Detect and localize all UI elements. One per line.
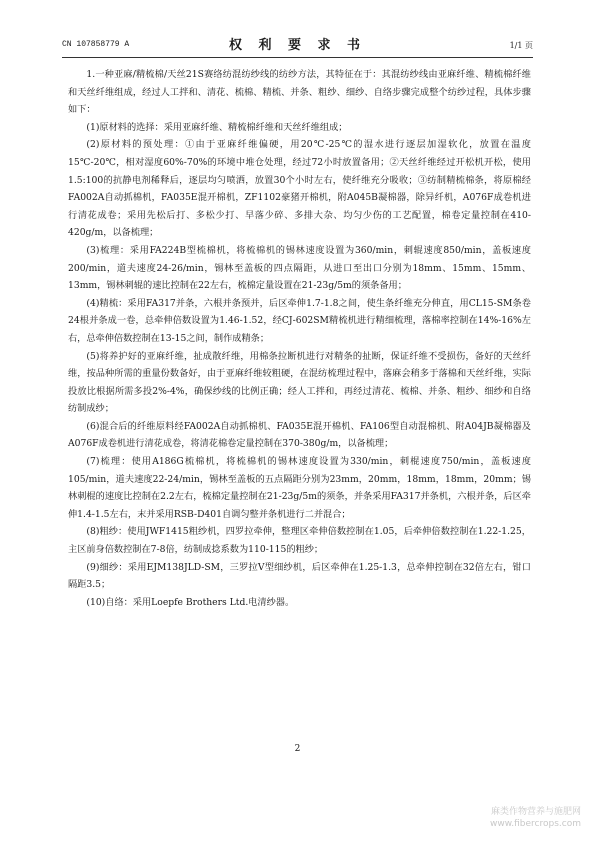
- watermark-url: www.fibercrops.com: [490, 819, 581, 829]
- claim-paragraph: (9)细纱：采用EJM138JLD-SM，三罗拉V型细纱机，后区牵伸在1.25-1.3，总牵伸控制在32倍左右，钳口隔距3.5；: [68, 561, 531, 591]
- header-divider: [62, 57, 533, 58]
- claim-paragraph: (4)精梳：采用FA317并条，六根并条预并，后区牵伸1.7-1.8之间，使生条纤维充分伸直，用CL15-SM条卷24根并条成一卷，总牵伸倍数设置为1.46-1.52，经CJ-602SM精梳机进行精细梳理，落棉率控制在14%-16%左右，总牵伸倍数控制在13-15之间，制作成精条；: [68, 297, 531, 344]
- claim-paragraph: (2)原材料的预处理：①由于亚麻纤维偏硬，用20℃-25℃的湿水进行逐层加湿软化，放置在温度15℃-20℃，相对湿度60%-70%的环境中堆仓处理，经过72小时放置备用；②天丝纤维经过开松机开松，使用1.5:100的抗静电剂稀释后，逐层均匀喷洒，放置30个小时左右，使纤维充分吸收；③纺制精梳棉条，将原棉经FA002A自动抓棉机，FA035E混开棉机，ZF1102豪猪开棉机，附A045B凝棉器，除异纤机，A076F成卷机进行清花成卷；采用先松后打、多松少打、早落少碎、多排大杂、均匀少伤的工艺配置，棉卷定量控制在410-420g/m，以备梳理；: [68, 139, 531, 239]
- site-watermark: [490, 806, 581, 830]
- page-indicator: 1/1 页: [509, 41, 533, 50]
- claim-paragraph: (3)梳理：采用FA224B型梳棉机，将梳棉机的锡林速度设置为360/min，刺辊速度850/min，盖板速度200/min，道夫速度24-26/min，锡林至盖板的四点隔距，从进口至出口分别为18mm、15mm、15mm、13mm，锡林刺辊的速比控制在22左右，梳棉定量设置在21-23g/5m的须条备用；: [68, 244, 531, 292]
- document-title: 权 利 要 求 书: [228, 38, 367, 53]
- watermark-title: 麻类作物营养与施肥网: [490, 807, 581, 817]
- publication-number: CN 107858779 A: [62, 40, 130, 49]
- claim-paragraph: (1)原材料的选择：采用亚麻纤维、精梳棉纤维和天丝纤维组成；: [86, 121, 348, 133]
- claim-paragraph: (7)梳理：使用A186G梳棉机，将梳棉机的锡林速度设置为330/min，刺棍速度750/min，盖板速度105/min，道夫速度22-24/min，锡林至盖板的五点隔距分别为23mm，20mm，18mm，18mm，20mm；锡林刺棍的速度比控制在2.2左右，梳棉定量控制在21-23g/5m的须条，并条采用FA317并条机，六根并条，后区牵伸1.4-1.5左右，末并采用RSB-D401自调匀整并条机进行二并混合；: [68, 456, 531, 520]
- claim-paragraph: (10)自络：采用Loepfe Brothers Ltd.电清纱器。: [86, 596, 295, 608]
- page-header: [62, 34, 533, 56]
- claim-paragraph: (8)粗纱：使用JWF1415粗纱机，四罗拉牵伸，整理区牵伸倍数控制在1.05，后牵伸倍数控制在1.22-1.25，主区前身倍数控制在7-8倍，纺制成捻系数为110-115的粗纱；: [68, 526, 531, 556]
- claims-body: [68, 66, 531, 611]
- claim-paragraph: 1.一种亚麻/精梳棉/天丝21S赛络纺混纺纱线的纺纱方法，其特征在于：其混纺纱线由亚麻纤维、精梳棉纤维和天丝纤维组成，经过人工拌和、清花、梳棉、精梳、并条、粗纱、细纱、自络步骤完成整个纺纱过程，具体步骤如下：: [68, 69, 531, 116]
- claim-paragraph: (6)混合后的纤维原料经FA002A自动抓棉机、FA035E混开棉机、FA106型自动混棉机、附A04JB凝棉器及A076F成卷机进行清花成卷，将清花棉卷定量控制在370-380g/m，以备梳理；: [68, 420, 531, 450]
- claim-paragraph: (5)将养护好的亚麻纤维，扯成散纤维，用棉条拉断机进行对精条的扯断，保证纤维不受损伤，备好的天丝纤维，按品种所需的重量份数备好，由于亚麻纤维较粗硬，在混纺梳理过程中，落麻会稍多于落棉和天丝纤维，实际投放比根据所需多投2%-4%，确保纱线的比例正确；经人工拌和，再经过清花、梳棉、并条、粗纱、细纱和自络纺制成纱；: [68, 350, 531, 415]
- page-number: 2: [294, 744, 301, 754]
